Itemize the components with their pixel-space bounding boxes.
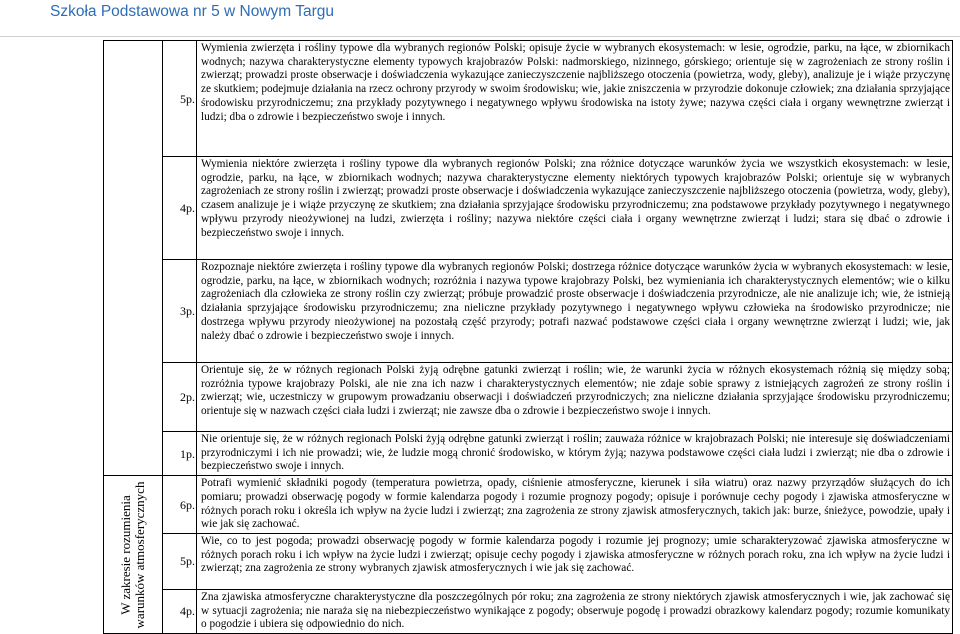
grade-cell — [163, 41, 197, 157]
table-row — [104, 157, 953, 260]
grade-label: 4p. — [180, 604, 195, 619]
grade-label: 6p. — [180, 497, 195, 512]
grading-criteria-table — [103, 40, 953, 634]
grade-label: 5p. — [180, 554, 195, 569]
section-label-line: warunków atmosferycznych — [132, 481, 147, 629]
grade-label: 5p. — [180, 91, 195, 106]
criteria-description: Potrafi wymienić składniki pogody (temperatura powietrza, opady, ciśnienie atmosferyczne, kierunek i siła wiatru) oraz nazwy przyrządów służących do ich pomiaru; prowadzi obserwację pogody w formie kalendarza pogody i rozumie prognozy pogody; opisuje i porównuje cechy pogody i zjawiska atmosferyczne w różnych porach roku i określa ich wpływ na życie ludzi i zwierząt; zna zagrożenia ze strony zjawisk atmosferycznych, takich jak: burze, śnieżyce, powodzie, upały i wie jak się zachować. — [197, 476, 953, 534]
criteria-description: Wymienia zwierzęta i rośliny typowe dla wybranych regionów Polski; opisuje życie w wybranych ekosystemach: w lesie, ogrodzie, parku, na łące, w zbiornikach wodnych; nazywa charakterystyczne elementy typowych krajobrazów Polski: nadmorskiego, nizinnego, górskiego; orientuje się w zagrożeniach ze strony roślin i zwierząt; prowadzi proste obserwacje i doświadczenia wykazujące zanieczyszczenie najbliższego otoczenia (powietrza, wody, gleby), analizuje je i wiąże przyczynę ze skutkiem; podejmuje działania na rzecz ochrony przyrody w swoim środowisku; wie, jakie zniszczenia w przyrodzie dokonuje człowiek; zna działania sprzyjające środowisku przyrodniczemu; zna przykłady pozytywnego i negatywnego wpływu środowiska na istoty żywe; nazywa części ciała i organy wewnętrzne zwierząt i ludzi; dba o zdrowie i bezpieczeństwo swoje i innych. — [197, 41, 953, 157]
criteria-description: Zna zjawiska atmosferyczne charakterystyczne dla poszczególnych pór roku; zna zagrożenia ze strony niektórych zjawisk atmosferycznych i wie, jak zachować się w sytuacji zagrożenia; nie naraża się na niebezpieczeństwo wynikające z pogody; obserwuje pogodę i prowadzi obrazkowy kalendarz pogody; rozumie komunikaty o pogodzie i ubiera się odpowiednio do nich. — [197, 589, 953, 633]
grade-cell — [163, 476, 197, 534]
criteria-description: Rozpoznaje niektóre zwierzęta i rośliny typowe dla wybranych regionów Polski; dostrzega różnice dotyczące warunków życia w wybranych ekosystemach: w lesie, ogrodzie, parku, na łące, w zbiornikach wodnych; rozróżnia i nazywa typowe krajobrazy Polski, bez wymieniania ich charakterystycznych elementów; wie o kilku zagrożeniach dla człowieka ze strony roślin czy zwierząt; próbuje prowadzić proste obserwacje i doświadczenia przyrodnicze, ale nie analizuje ich; wie, że istnieją działania sprzyjające środowisku przyrodniczemu; zna nieliczne przykłady pozytywnego i negatywnego wpływu człowieka na środowisko przyrodnicze; nie dostrzega wpływu przyrody nieożywionej na pozostałą część przyrody; potrafi nazwać podstawowe części ciała i organy wewnętrzne zwierząt i ludzi; wie, jak należy dbać o zdrowie i bezpieczeństwo swoje i innych. — [197, 260, 953, 363]
table-row — [104, 533, 953, 589]
grade-cell — [163, 260, 197, 363]
table-row — [104, 589, 953, 633]
grade-cell — [163, 589, 197, 633]
criteria-description: Wie, co to jest pogoda; prowadzi obserwację pogody w formie kalendarza pogody i rozumie jej prognozy; umie scharakteryzować zjawiska atmosferyczne w różnych porach roku i ich wpływ na życie ludzi i zwierząt; opisuje cechy pogody i zjawiska atmosferyczne w różnych porach roku, zna ich wpływ na życie ludzi i zwierząt; zna zagrożenia ze strony wybranych zjawisk atmosferycznych i wie jak się zachować. — [197, 533, 953, 589]
grade-label: 2p. — [180, 390, 195, 404]
grade-cell — [163, 432, 197, 476]
section-label-line: W zakresie rozumienia — [118, 494, 133, 615]
header-divider — [0, 36, 960, 37]
criteria-description: Orientuje się, że w różnych regionach Polski żyją odrębne gatunki zwierząt i roślin; wie, że warunki życia w różnych ekosystemach różnią się między sobą; rozróżnia typowe krajobrazy Polski, ale nie zna ich nazw i charakterystycznych elementów; nie zdaje sobie sprawy z istniejących zagrożeń ze strony roślin i zwierząt; wie, uczestniczy w grupowym prowadzaniu obserwacji i doświadczeń przyrodniczych; zna nieliczne działania sprzyjające środowisku przyrodniczemu; orientuje się w nazwach części ciała ludzi i zwierząt; nie zawsze dba o zdrowie i bezpieczeństwo swoje i innych. — [197, 363, 953, 432]
table-row — [104, 476, 953, 534]
table-row — [104, 41, 953, 157]
page-header-title: Szkoła Podstawowa nr 5 w Nowym Targu — [50, 3, 335, 20]
grade-cell — [163, 533, 197, 589]
table-row — [104, 260, 953, 363]
grade-cell — [163, 363, 197, 432]
grade-label: 1p. — [180, 446, 195, 461]
section-label-cell — [104, 476, 163, 634]
grade-label: 3p. — [180, 304, 195, 318]
table-row — [104, 432, 953, 476]
grade-label: 4p. — [180, 201, 195, 215]
table-row — [104, 363, 953, 432]
criteria-description: Nie orientuje się, że w różnych regionach Polski żyją odrębne gatunki zwierząt i roślin; zauważa różnice w krajobrazach Polski; nie interesuje się doświadczeniami przyrodniczymi i ich nie prowadzi; wie, że ludzie mogą chronić środowisko, w którym żyją; nazywa podstawowe części ciała ludzi i zwierząt; nie dba o zdrowie i bezpieczeństwo swoje i innych. — [197, 432, 953, 476]
section-label — [119, 481, 147, 628]
grade-cell — [163, 157, 197, 260]
section-label-cell — [104, 41, 163, 476]
criteria-description: Wymienia niektóre zwierzęta i rośliny typowe dla wybranych regionów Polski; zna różnice dotyczące warunków życia we wszystkich ekosystemach: w lesie, ogrodzie, parku, na łące, w zbiornikach wodnych; nazywa charakterystyczne elementy niektórych typowych krajobrazów Polski; orientuje się w wybranych zagrożeniach ze strony roślin i zwierząt; prowadzi proste obserwacje i doświadczenia wykazujące zanieczyszczenie najbliższego otoczenia (powietrza, wody, gleby), czasem analizuje je i wiąże przyczynę ze skutkiem; zna działania sprzyjające środowisku przyrodniczemu; zna podstawowe przykłady pozytywnego i negatywnego wpływu przyrody nieożywionej na ludzi, zwierzęta i rośliny; nazywa niektóre części ciała i organy wewnętrzne zwierząt i ludzi; stara się dbać o zdrowie i bezpieczeństwo swoje i innych. — [197, 157, 953, 260]
